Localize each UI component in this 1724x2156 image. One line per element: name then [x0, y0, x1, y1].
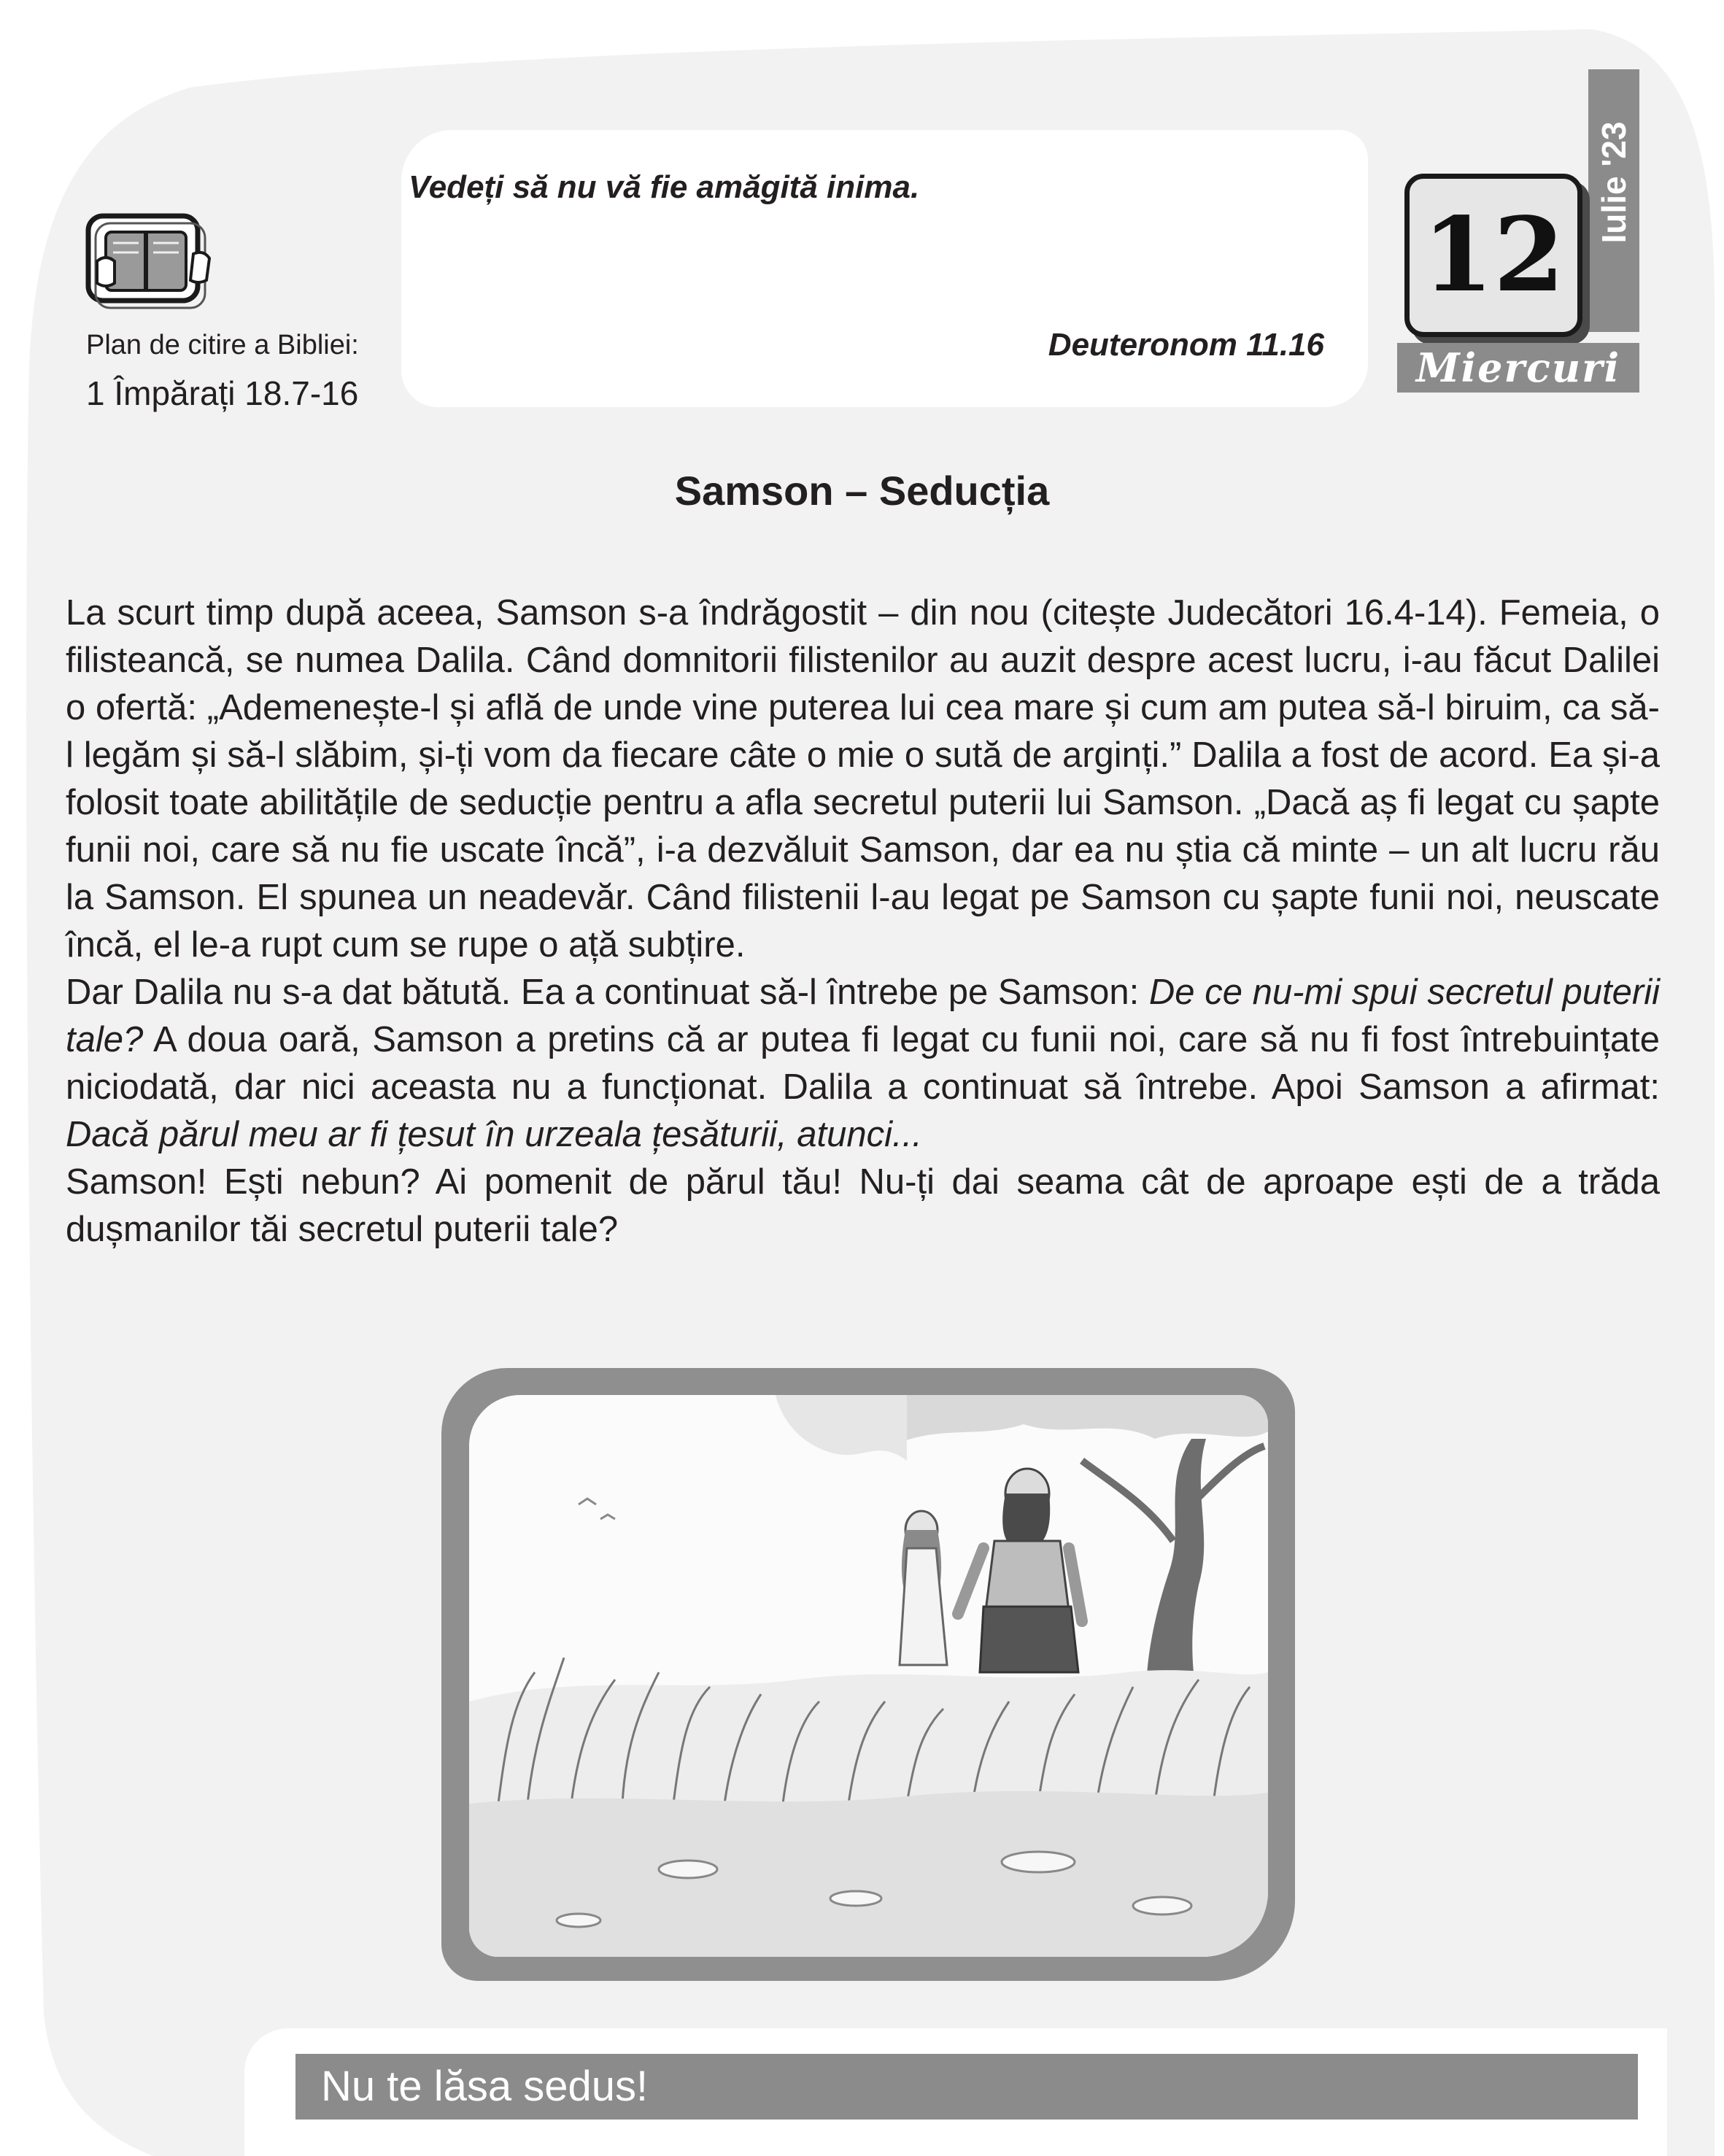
article-title: Samson – Seducția [674, 468, 1050, 514]
paragraph-2 [66, 969, 1660, 1159]
footer-motto: Nu te lăsa sedus! [321, 2063, 649, 2110]
bible-reading-icon [84, 210, 215, 312]
illustration [469, 1395, 1268, 1957]
reading-plan-label: Plan de citire a Bibliei: [86, 330, 359, 360]
month-year: Iulie '23 [1595, 121, 1633, 244]
weekday: Miercuri [1415, 344, 1621, 391]
paragraph-1: La scurt timp după aceea, Samson s-a îndrăgostit – din nou (citește Judecători 16.4-14). Femeia, o filisteancă, se numea Dalila. Când domnitorii filistenilor au auzit despre acest lucru, i-au făcut Dalilei o ofertă: „Ademenește-l și află de unde vine puterea lui cea mare și cum am putea să-l biruim, ca să-l legăm și să-l slăbim, și-ți vom da fiecare câte o mie o sută de arginți.” Dalila a fost de acord. Ea și-a folosit toate abilitățile de seducție pentru a afla secretul puterii lui Samson. „Dacă aș fi legat cu șapte funii noi, care să nu fie uscate încă”, i-a dezvăluit Samson, dar ea nu știa că minte – un alt lucru rău la Samson. El spunea un neadevăr. Când filistenii l-au legat pe Samson cu șapte funii noi, neuscate încă, el le-a rupt cum se rupe o ață subțire. [66, 593, 1660, 965]
day-number: 12 [1422, 196, 1565, 315]
paragraph-2-quote-2: Dacă părul meu ar fi țesut în urzeala țesăturii, atunci... [66, 1115, 922, 1154]
paragraph-2-start: Dar Dalila nu s-a dat bătută. Ea a continuat să-l întrebe pe Samson: [66, 973, 1149, 1012]
paragraph-3: Samson! Ești nebun? Ai pomenit de părul tău! Nu-ți dai seama cât de aproape ești de a trăda dușmanilor tăi secretul puterii tale? [66, 1162, 1660, 1249]
verse-reference: Deuteronom 11.16 [1048, 327, 1324, 363]
paragraph-2-quote-1: De ce nu-mi spui secretul puterii tale? [66, 973, 1661, 1059]
reading-plan-reference: 1 Împărați 18.7-16 [86, 374, 359, 412]
article-body [66, 590, 1660, 1253]
paragraph-2-middle: A doua oară, Samson a pretins că ar putea fi legat cu funii noi, care să nu fi fost întrebuințate niciodată, dar nici aceasta nu a funcționat. Dalila a continuat să întrebe. Apoi Samson a afirmat: [66, 1020, 1660, 1107]
verse-of-the-day: Vedeți să nu vă fie amăgită inima. [409, 169, 920, 205]
samson-delilah-illustration [469, 1395, 1268, 1957]
